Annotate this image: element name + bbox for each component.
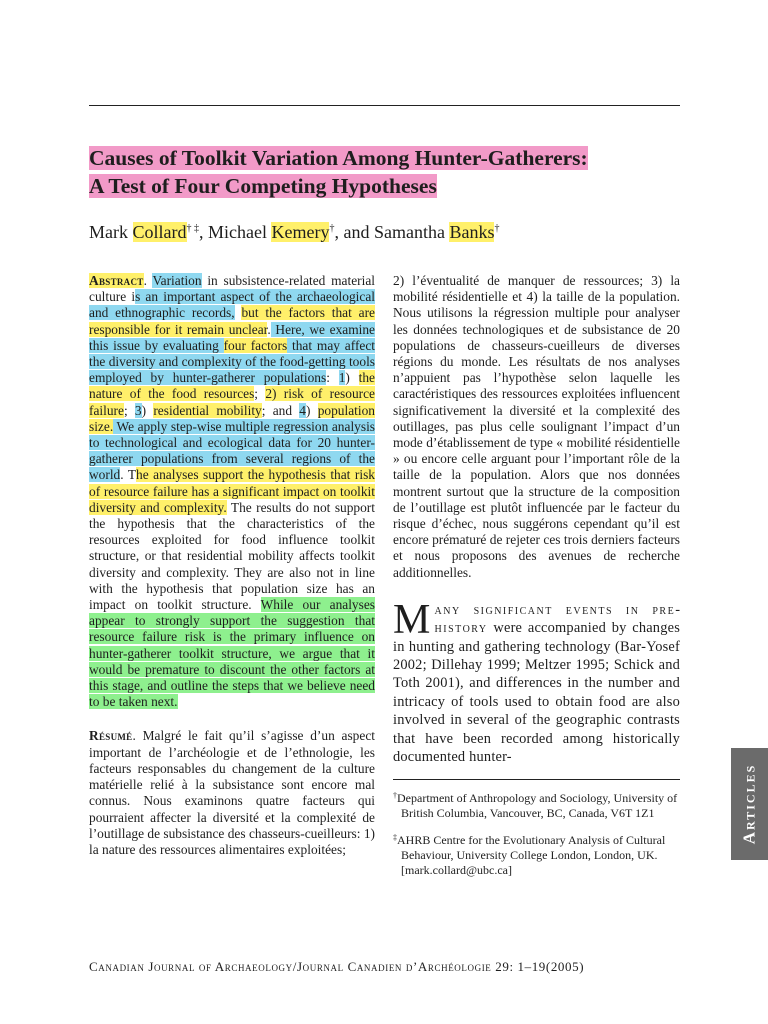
abstract-text: residential mobility [153,402,262,418]
author-list [89,216,499,245]
author-3-affil: † [494,223,500,234]
author-2-last: Kemery [271,222,330,242]
left-column [89,273,375,858]
abstract-text: 3 [134,402,142,418]
title-line-1: Causes of Toolkit Variation Among Hunter-Gatherers: [89,146,588,170]
abstract-text: While our analyses appear to strongly support the suggestion that resource failure risk is the primary influence on hunter-gatherer toolkit structure, we argue that it would be premature to discount the other factors at this stage, and outline the steps that we believe need to be taken next. [89,597,375,710]
abstract-text: population size. [89,402,375,434]
author-2-affil: † [329,223,335,234]
abstract-text: The results do not support the hypothesis that the characteristics of the resources exploited for food influence toolkit structure, or that residential mobility affects toolkit diversity and complexity. They are also not in line with the hypothesis that population size has an impact on toolkit structure. [89,499,375,613]
abstract-text: in subsistence-related material culture i [89,273,375,305]
abstract-text: he analyses support the hypothesis that risk of resource failure has a significant impact on toolkit diversity and complexity. [89,467,375,515]
header-rule [89,105,680,106]
resume-continued: 2) l’éventualité de manquer de ressources; 3) la mobilité résidentielle et 4) la taille de la population. Nous utilisons la régression multiple pour analyser les données technologiques et de subsistance de 20 populations de chasseurs-cueilleurs de diverses régions du monde. Les résultats de nos analyses n’appuient pas l’hypothèse selon laquelle les caractéristiques des ressources exploitées influencent significativement la diversité et la complexité des outillages, pas plus celle soulignant l’impact d’un mode d’établissement de type « mobilité résidentielle » ou encore celle arguant pour l’important rôle de la taille de la population. Alors que nos données montrent surtout que la structure de la composition de l’outillage est plutôt influencée par le facteur du risque d’échec, nous suggérons cependant qu’il est encore prématuré de rejeter ces trois derniers facteurs et nous proposons des avenues de recherche additionnelles. [393,273,680,580]
abstract-label: Abstract [89,273,144,288]
abstract-text: 2) risk of resource failure [89,386,375,418]
abstract-text: ) [141,402,154,418]
footnote-1 [393,788,680,821]
abstract-text: . [267,321,271,337]
footnote-rule [393,779,680,780]
abstract-text: four factors [223,337,288,353]
resume-paragraph [89,728,375,858]
abstract-text: ; [254,386,266,402]
author-1-last: Collard [132,222,187,242]
intro-paragraph [393,596,680,767]
abstract-text: Here, we examine this issue by evaluating [89,321,375,353]
title-line-2: A Test of Four Competing Hypotheses [89,174,437,198]
abstract-text: We apply step-wise multiple regression analysis to technological and ecological data for 20 hunter-gatherer populations from several regions of the world [89,418,375,483]
abstract-text: s an important aspect of the archaeological and ethnographic records, [89,289,375,321]
abstract-text: 4 [299,402,306,418]
abstract-text: : [326,370,339,386]
abstract-text: . [143,273,153,288]
intro-text: were accompanied by changes in hunting and gathering technology (Bar-Yosef 2002; Dillehay 1999; Meltzer 1995; Schick and Toth 2001), and differences in the number and intricacy of tools used to obtain food are also involved in several of the geographic contrasts that have been recorded among historically documented hunter- [393,620,680,766]
author-3-last: Banks [449,222,495,242]
abstract-text: the nature of the food resources [89,370,375,402]
abstract-text: . T [120,467,137,483]
resume-label: Résumé [89,728,133,744]
journal-footer: Canadian Journal of Archaeology/Journal Canadien d’Archéologie 29: 1–19(2005) [89,959,585,974]
intro-smallcaps: any significant events in prehistory [434,601,680,637]
footnote-2 [393,830,680,878]
abstract-text: ; and [261,402,300,418]
abstract-text: ) [306,402,318,418]
resume-text: . Malgré le fait qu’il s’agisse d’un aspect important de l’archéologie et de l’ethnologie, les facteurs responsables du changement de la culture matérielle relié à la subsistance sont encore mal connus. Nous examinons quatre facteurs qui pourraient affecter la diversité et la complexité de l’outillage de subsistance des chasseurs-cueilleurs: 1) la nature des ressources alimentaires exploitées; [89,728,375,857]
abstract-text: Variation [152,273,202,288]
right-column [393,273,680,887]
abstract-paragraph [89,273,375,710]
footnote-2-mark: ‡ [393,832,397,842]
abstract-text: ) [345,370,359,386]
footnote-1-text: Department of Anthropology and Sociology, University of British Columbia, Vancouver, BC, Canada, V6T 1Z1 [397,790,678,820]
author-3-first: , and Samantha [334,222,450,242]
drop-cap: M [393,596,431,643]
article-title [89,144,709,200]
abstract-text: that may affect the diversity and complexity of the food-getting tools employed by hunter-gatherer populations [89,337,376,386]
section-tab-label: Articles [739,763,759,845]
footnote-1-mark: † [393,790,397,800]
author-2-first: , Michael [199,222,272,242]
abstract-text: but the factors that are responsible for it remain unclear [89,305,376,337]
abstract-text: 1 [338,370,346,386]
footnote-2-text: AHRB Centre for the Evolutionary Analysis of Cultural Behaviour, University College London, London, UK. [mark.collard@ubc.ca] [397,832,666,877]
abstract-text: ; [123,402,135,418]
author-1-affil: † ‡ [186,223,199,234]
author-1-first: Mark [89,222,133,242]
section-tab [731,748,768,860]
